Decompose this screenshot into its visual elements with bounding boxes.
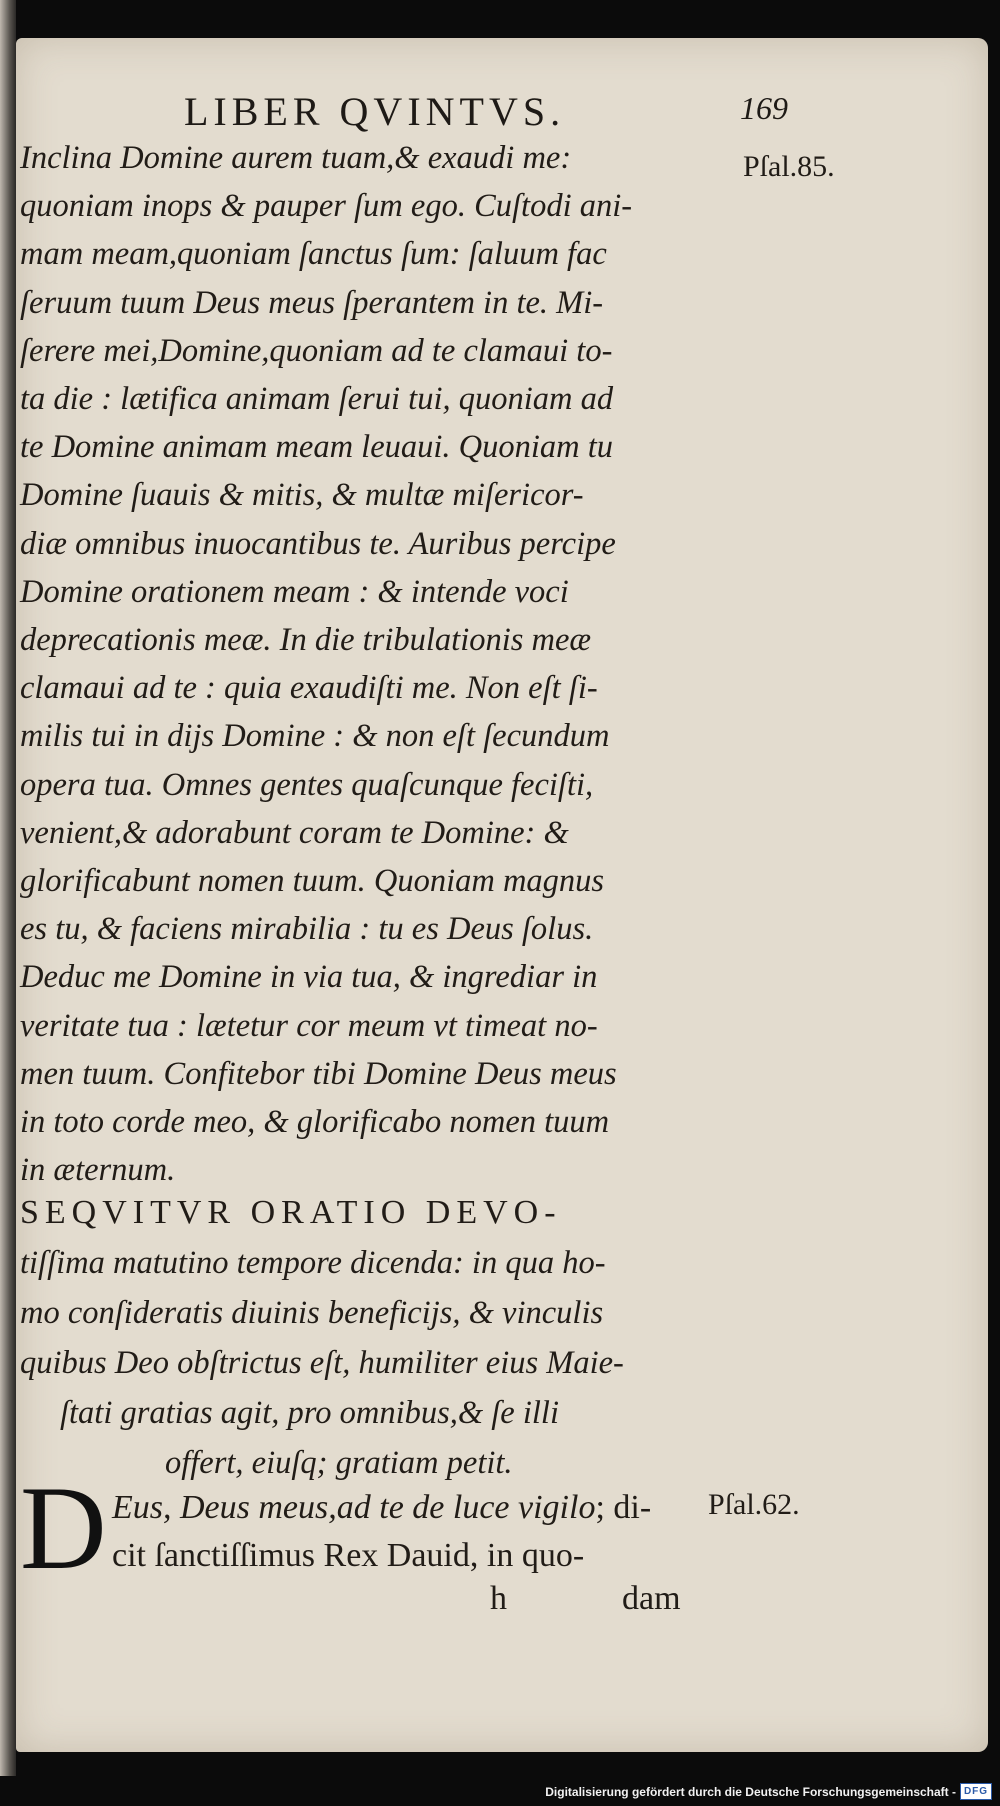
margin-note-psalm-85: Pſal.85. [743, 150, 835, 183]
text-line: Domine ſuauis & mitis, & multæ miſericor- [20, 477, 584, 514]
text-line: te Domine animam meam leuaui. Quoniam tu [20, 429, 614, 466]
funding-credit: Digitalisierung gefördert durch die Deutsche Forschungsgemeinschaft - [545, 1785, 956, 1799]
text-line: clamaui ad te : quia exaudiſti me. Non eſt ſi- [20, 670, 598, 707]
dfg-logo-icon: DFG [960, 1783, 992, 1800]
text-line: Domine orationem meam : & intende voci [20, 573, 569, 610]
section-heading [20, 1188, 755, 1488]
signature-mark: h [490, 1580, 507, 1617]
digitization-footer [0, 1776, 1000, 1806]
text-line: milis tui in dijs Domine : & non eſt ſecundum [20, 718, 610, 755]
text-line: in toto corde meo, & glorificabo nomen tuum [20, 1104, 610, 1141]
heading-line: quibus Deo obſtrictus eſt, humiliter eius Maie- [20, 1345, 624, 1381]
prayer-line-italic: Eus, Deus meus,ad te de luce vigilo [112, 1489, 596, 1526]
drop-cap-initial: D [20, 1461, 107, 1594]
text-line: mam meam,quoniam ſanctus ſum: ſaluum fac [20, 236, 607, 273]
text-line: ſeruum tuum Deus meus ſperantem in te. Mi- [20, 284, 604, 321]
prayer-line-roman: ; di- [595, 1489, 652, 1526]
text-line: Deduc me Domine in via tua, & ingrediar in [20, 959, 598, 996]
page-foot-marks [112, 1580, 712, 1628]
text-line: veritate tua : lætetur cor meum vt timeat no- [20, 1007, 598, 1044]
heading-caps-line: SEQVITVR ORATIO DEVO- [20, 1194, 562, 1231]
book-spine-edge [0, 0, 16, 1806]
psalm-text-block [20, 134, 755, 1194]
text-line: venient,& adorabunt coram te Domine: & [20, 814, 569, 851]
heading-line: ſtati gratias agit, pro omnibus,& ſe illi [60, 1395, 559, 1431]
text-line: ſerere mei,Domine,quoniam ad te clamaui to- [20, 332, 613, 369]
heading-line: mo conſideratis diuinis beneficijs, & vinculis [20, 1295, 604, 1331]
text-line: ta die : lætifica animam ſerui tui, quoniam ad [20, 381, 614, 418]
prayer-line: cit ſanctiſſimus Rex Dauid, in quo- [112, 1537, 585, 1574]
page-number: 169 [740, 90, 788, 126]
text-line: diæ omnibus inuocantibus te. Auribus percipe [20, 525, 616, 562]
text-line: glorificabunt nomen tuum. Quoniam magnus [20, 863, 605, 900]
heading-line: tiſſima matutino tempore dicenda: in qua ho- [20, 1245, 606, 1281]
text-line: men tuum. Confitebor tibi Domine Deus meus [20, 1055, 617, 1092]
prayer-text-block [112, 1484, 712, 1580]
text-line: es tu, & faciens mirabilia : tu es Deus ſolus. [20, 911, 594, 948]
margin-note-psalm-62: Pſal.62. [708, 1488, 800, 1521]
running-head: LIBER QVINTVS. [184, 89, 566, 134]
text-line: opera tua. Omnes gentes quaſcunque feciſti, [20, 766, 594, 803]
heading-line: offert, eiuſq; gratiam petit. [165, 1445, 513, 1481]
text-line: Inclina Domine aurem tuam,& exaudi me: [20, 140, 572, 176]
catchword: dam [622, 1580, 681, 1617]
text-line: deprecationis meæ. In die tribulationis meæ [20, 622, 592, 659]
prayer-line [112, 1484, 712, 1532]
text-line: quoniam inops & pauper ſum ego. Cuſtodi ani- [20, 188, 633, 225]
text-line: in æternum. [20, 1152, 176, 1189]
page-header [170, 80, 950, 140]
